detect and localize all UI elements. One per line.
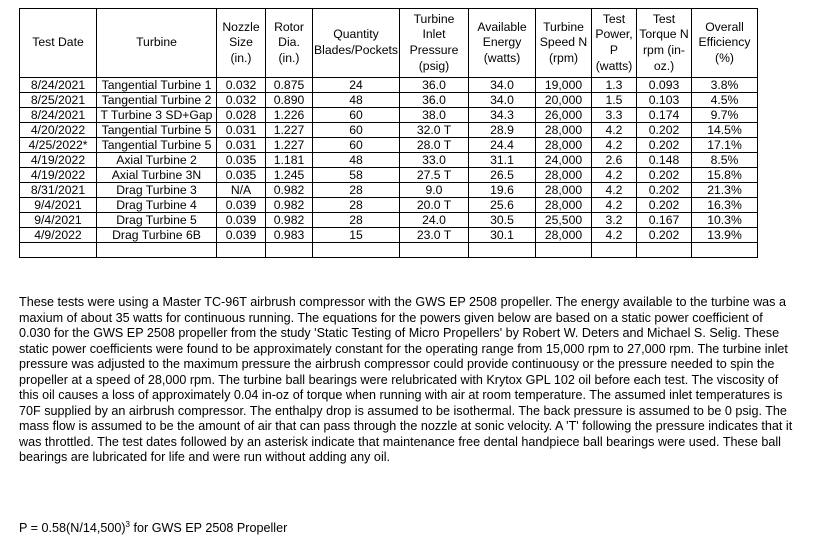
table-cell: 23.0 T (400, 228, 469, 243)
table-cell: 8/25/2021 (20, 93, 97, 108)
table-cell: 4.2 (592, 138, 637, 153)
table-cell: 48 (313, 153, 400, 168)
table-row (20, 93, 758, 108)
empty-cell (592, 243, 637, 258)
table-cell: Tangential Turbine 5 (97, 123, 217, 138)
table-cell: 38.0 (400, 108, 469, 123)
empty-table-row (20, 243, 758, 258)
table-cell: 27.5 T (400, 168, 469, 183)
table-cell: Drag Turbine 3 (97, 183, 217, 198)
table-cell: Drag Turbine 6B (97, 228, 217, 243)
table-cell: 28.9 (469, 123, 536, 138)
table-cell: 4.2 (592, 228, 637, 243)
table-cell: 36.0 (400, 93, 469, 108)
table-cell: Tangential Turbine 5 (97, 138, 217, 153)
table-cell: 28.0 T (400, 138, 469, 153)
table-cell: 3.8% (692, 78, 758, 93)
column-header: Test Date (20, 9, 97, 78)
table-row (20, 123, 758, 138)
table-cell: Axial Turbine 3N (97, 168, 217, 183)
table-cell: 3.3 (592, 108, 637, 123)
table-cell: 2.6 (592, 153, 637, 168)
table-cell: 0.202 (637, 183, 692, 198)
table-cell: 0.035 (217, 168, 266, 183)
table-cell: 0.982 (266, 213, 313, 228)
table-cell: 1.226 (266, 108, 313, 123)
table-cell: 28,000 (536, 228, 592, 243)
table-cell: 24.0 (400, 213, 469, 228)
table-cell: 28,000 (536, 168, 592, 183)
table-row (20, 168, 758, 183)
table-row (20, 198, 758, 213)
empty-cell (266, 243, 313, 258)
table-cell: Tangential Turbine 2 (97, 93, 217, 108)
empty-cell (217, 243, 266, 258)
empty-cell (469, 243, 536, 258)
table-cell: 9/4/2021 (20, 213, 97, 228)
empty-cell (313, 243, 400, 258)
table-body (20, 78, 758, 258)
table-cell: 15.8% (692, 168, 758, 183)
table-cell: T Turbine 3 SD+Gap (97, 108, 217, 123)
table-cell: 0.031 (217, 138, 266, 153)
table-row (20, 108, 758, 123)
table-cell: 0.035 (217, 153, 266, 168)
table-cell: 25,500 (536, 213, 592, 228)
table-cell: 0.202 (637, 168, 692, 183)
table-cell: 3.2 (592, 213, 637, 228)
power-formula (19, 517, 287, 536)
table-cell: 31.1 (469, 153, 536, 168)
table-cell: 1.181 (266, 153, 313, 168)
table-cell: 9.0 (400, 183, 469, 198)
table-cell: 4/9/2022 (20, 228, 97, 243)
table-cell: 19.6 (469, 183, 536, 198)
table-cell: 24.4 (469, 138, 536, 153)
table-cell: 8/31/2021 (20, 183, 97, 198)
table-cell: 8/24/2021 (20, 108, 97, 123)
turbine-test-table (19, 8, 758, 258)
formula-suffix: for GWS EP 2508 Propeller (130, 521, 288, 536)
table-cell: 0.039 (217, 198, 266, 213)
empty-cell (97, 243, 217, 258)
table-cell: 28 (313, 183, 400, 198)
table-cell: Axial Turbine 2 (97, 153, 217, 168)
table-cell: 26.5 (469, 168, 536, 183)
table-cell: 1.5 (592, 93, 637, 108)
table-cell: 4/19/2022 (20, 153, 97, 168)
table-row (20, 183, 758, 198)
table-row (20, 213, 758, 228)
table-cell: 4.2 (592, 183, 637, 198)
table-cell: 0.093 (637, 78, 692, 93)
table-cell: 0.039 (217, 228, 266, 243)
table-cell: 28 (313, 213, 400, 228)
table-cell: 48 (313, 93, 400, 108)
table-cell: 1.227 (266, 123, 313, 138)
column-header: Nozzle Size (in.) (217, 9, 266, 78)
empty-cell (400, 243, 469, 258)
table-cell: 30.1 (469, 228, 536, 243)
column-header: Available Energy (watts) (469, 9, 536, 78)
table-cell: 8/24/2021 (20, 78, 97, 93)
table-cell: Tangential Turbine 1 (97, 78, 217, 93)
table-cell: 13.9% (692, 228, 758, 243)
column-header: Turbine Inlet Pressure (psig) (400, 9, 469, 78)
table-cell: 14.5% (692, 123, 758, 138)
table-cell: 21.3% (692, 183, 758, 198)
table-cell: 0.202 (637, 123, 692, 138)
column-header: Turbine Speed N (rpm) (536, 9, 592, 78)
column-header: Test Power, P (watts) (592, 9, 637, 78)
table-cell: 0.148 (637, 153, 692, 168)
table-cell: 28 (313, 198, 400, 213)
table-cell: 33.0 (400, 153, 469, 168)
table-cell: 0.202 (637, 138, 692, 153)
table-cell: 0.982 (266, 183, 313, 198)
empty-cell (692, 243, 758, 258)
table-cell: 0.890 (266, 93, 313, 108)
table-row (20, 153, 758, 168)
table-cell: 4.5% (692, 93, 758, 108)
table-cell: 16.3% (692, 198, 758, 213)
table-cell: 24 (313, 78, 400, 93)
table-row (20, 138, 758, 153)
formula-exponent: 3 (125, 520, 130, 529)
table-cell: 0.103 (637, 93, 692, 108)
table-header-row (20, 9, 758, 78)
table-cell: 60 (313, 108, 400, 123)
table-cell: 32.0 T (400, 123, 469, 138)
column-header: Quantity Blades/Pockets (313, 9, 400, 78)
table-cell: 28,000 (536, 138, 592, 153)
table-cell: 58 (313, 168, 400, 183)
table-cell: 34.0 (469, 78, 536, 93)
table-cell: 34.3 (469, 108, 536, 123)
table-cell: 10.3% (692, 213, 758, 228)
table-cell: 24,000 (536, 153, 592, 168)
table-cell: 8.5% (692, 153, 758, 168)
empty-cell (20, 243, 97, 258)
table-cell: 25.6 (469, 198, 536, 213)
table-cell: 26,000 (536, 108, 592, 123)
table-row (20, 228, 758, 243)
column-header: Test Torque N rpm (in-oz.) (637, 9, 692, 78)
table-cell: 0.875 (266, 78, 313, 93)
table-cell: 4.2 (592, 123, 637, 138)
table-cell: 0.202 (637, 198, 692, 213)
table-cell: 20.0 T (400, 198, 469, 213)
test-notes: These tests were using a Master TC-96T airbrush compressor with the GWS EP 2508 propeller. The energy available to the turbine was a maxium of about 35 watts for continuous running. The equations for the powers given below are based on a static power coefficient of 0.030 for the GWS EP 2508 propeller from the study 'Static Testing of Micro Propellers' by Robert W. Deters and Michael S. Selig. These static power coefficients were found to be approximately constant for the operating range from 15,000 rpm to 27,000 rpm. The turbine inlet pressure was adjusted to the maximum pressure the airbrush compressor could provide continuousy or the pressure needed to spin the propeller at a speed of 28,000 rpm. The turbine ball bearings were relubricated with Krytox GPL 102 oil before each test. The viscosity of this oil causes a loss of approximately 0.04 in-oz of torque when running with air at room temperature. The assumed inlet temperatures is 70F supplied by an airbrush compressor. The enthalpy drop is assumed to be isothermal. The back pressure is assumed to be 0 psig. The mass flow is assumed to be the amount of air that can pass through the nozzle at sonic velocity. A 'T' following the pressure indicates that it was throttled. The test dates followed by an asterisk indicate that maintenance free dental handpiece ball bearings were used. These ball bearings are lubricated for life and were run without adding any oil. (19, 295, 793, 464)
table-cell: 20,000 (536, 93, 592, 108)
empty-cell (637, 243, 692, 258)
table-cell: 9.7% (692, 108, 758, 123)
table-cell: 1.245 (266, 168, 313, 183)
table-cell: 0.174 (637, 108, 692, 123)
table-cell: 0.028 (217, 108, 266, 123)
table-cell: 0.167 (637, 213, 692, 228)
table-cell: 4.2 (592, 198, 637, 213)
table-cell: 0.982 (266, 198, 313, 213)
table-cell: 4/25/2022* (20, 138, 97, 153)
table-cell: 1.227 (266, 138, 313, 153)
table-cell: 0.202 (637, 228, 692, 243)
table-cell: 15 (313, 228, 400, 243)
table-cell: 1.3 (592, 78, 637, 93)
table-cell: 19,000 (536, 78, 592, 93)
table-row (20, 78, 758, 93)
table-cell: 30.5 (469, 213, 536, 228)
table-cell: 0.032 (217, 93, 266, 108)
table-cell: 9/4/2021 (20, 198, 97, 213)
table-cell: 60 (313, 138, 400, 153)
empty-cell (536, 243, 592, 258)
table-cell: 28,000 (536, 123, 592, 138)
table-cell: 34.0 (469, 93, 536, 108)
table-cell: 0.031 (217, 123, 266, 138)
table-cell: 17.1% (692, 138, 758, 153)
column-header: Turbine (97, 9, 217, 78)
column-header: Rotor Dia. (in.) (266, 9, 313, 78)
table-cell: 4.2 (592, 168, 637, 183)
table-cell: Drag Turbine 5 (97, 213, 217, 228)
formula-prefix: P = 0.58(N/14,500) (19, 521, 126, 536)
table-cell: 28,000 (536, 198, 592, 213)
table-cell: 4/19/2022 (20, 168, 97, 183)
table-cell: 28,000 (536, 183, 592, 198)
table-cell: 0.032 (217, 78, 266, 93)
table-cell: Drag Turbine 4 (97, 198, 217, 213)
table-cell: 4/20/2022 (20, 123, 97, 138)
table-cell: 36.0 (400, 78, 469, 93)
table-cell: N/A (217, 183, 266, 198)
table-cell: 60 (313, 123, 400, 138)
table-cell: 0.039 (217, 213, 266, 228)
column-header: Overall Efficiency (%) (692, 9, 758, 78)
table-cell: 0.983 (266, 228, 313, 243)
